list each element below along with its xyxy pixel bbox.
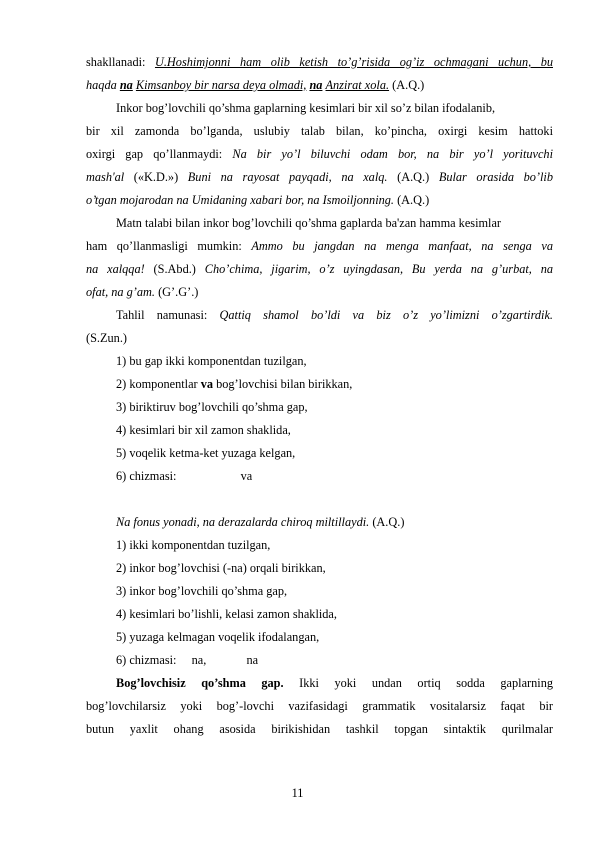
example-sentence: Buni na rayosat payqadi, na xalq. (187, 170, 388, 184)
list-item (116, 422, 553, 438)
source-reference: (G’.G’.) (158, 285, 199, 299)
section-term: Bog’lovchisiz qo’shma gap. (116, 676, 284, 690)
conjunction-highlight: na (309, 78, 323, 92)
list-item-text: 6) chizmasi: (116, 469, 177, 483)
text-line (86, 123, 553, 139)
schema-conjunction: va (240, 469, 253, 483)
text-line (86, 54, 553, 70)
example-sentence: na xalqqa! (86, 262, 145, 276)
text-line (86, 192, 553, 208)
example-sentence: Bular orasida bo’lib (438, 170, 553, 184)
list-item-text: 2) inkor bog’lovchisi (-na) orqali birikkan, (116, 561, 326, 575)
list-item-text: 1) ikki komponentdan tuzilgan, (116, 538, 271, 552)
text-line (116, 307, 553, 323)
text-line (116, 100, 553, 116)
text-span: butun yaxlit ohang asosida birikishidan tashkil topgan sintaktik qurilmalar (86, 722, 553, 736)
example-sentence: ofat, na g’am. (86, 285, 155, 299)
text-line (116, 675, 553, 691)
list-item (116, 445, 553, 461)
source-reference: (A.Q.) (397, 170, 430, 184)
example-sentence: Qattiq shamol bo’ldi va biz o’z yo’limizni o’zgartirdik. (219, 308, 553, 322)
list-item (116, 652, 553, 668)
text-line (86, 238, 553, 254)
example-sentence: Na bir yo’l biluvchi odam bor, na bir yo’l yorituvchi (232, 147, 553, 161)
page-number: 11 (291, 786, 304, 800)
text-line (86, 261, 553, 277)
example-sentence: Ammo bu jangdan na menga manfaat, na senga va (251, 239, 553, 253)
list-item-text: 5) yuzaga kelmagan voqelik ifodalangan, (116, 630, 320, 644)
example-sentence: U.Hoshimjonni ham olib ketish to’g’risida og’iz ochmagani uchun, bu (154, 55, 553, 69)
text-span: bir xil zamonda bo’lganda, uslubiy talab bilan, ko’pincha, oxirgi kesim hattoki (86, 124, 553, 138)
list-item (116, 353, 553, 369)
list-item (116, 376, 553, 392)
list-item (116, 399, 553, 415)
example-sentence: haqda (86, 78, 117, 92)
text-span: Inkor bog’lovchili qo’shma gaplarning kesimlari bir xil so’z bilan ifodalanib, (116, 101, 496, 115)
source-reference: («K.D.») (133, 170, 179, 184)
source-reference: (A.Q.) (392, 78, 425, 92)
text-line (86, 77, 553, 93)
text-line (116, 514, 553, 530)
list-item (116, 629, 553, 645)
list-item (116, 468, 553, 484)
list-item (116, 606, 553, 622)
list-item-text: 4) kesimlari bir xil zamon shaklida, (116, 423, 291, 437)
source-reference: (A.Q.) (372, 515, 405, 529)
text-span: oxirgi gap qo’llanmaydi: (86, 147, 223, 161)
list-item-text: 5) voqelik ketma-ket yuzaga kelgan, (116, 446, 296, 460)
source-reference: (S.Abd.) (153, 262, 196, 276)
list-item-text: 1) bu gap ikki komponentdan tuzilgan, (116, 354, 307, 368)
list-item-text: bog’lovchisi bilan birikkan, (213, 377, 353, 391)
list-item-text: 3) biriktiruv bog’lovchili qo’shma gap, (116, 400, 308, 414)
text-span: Ikki yoki undan ortiq sodda gaplarning (299, 676, 553, 690)
text-span: ham qo’llanmasligi mumkin: (86, 239, 242, 253)
text-line (86, 169, 553, 185)
list-item (116, 560, 553, 576)
source-reference: (S.Zun.) (86, 331, 127, 345)
list-item-text: 2) komponentlar (116, 377, 201, 391)
text-span: shakllanadi: (86, 55, 146, 69)
text-line (86, 721, 553, 737)
text-line (86, 146, 553, 162)
text-span: Tahlil namunasi: (116, 308, 208, 322)
example-sentence: o’tgan mojarodan na Umidaning xabari bor, na Ismoiljonning. (86, 193, 394, 207)
text-span: bog’lovchilarsiz yoki bog’-lovchi vazifasidagi grammatik vositalarsiz faqat bir (86, 699, 553, 713)
example-sentence: Na fonus yonadi, na derazalarda chiroq miltillaydi. (116, 515, 370, 529)
list-item-text: 4) kesimlari bo’lishli, kelasi zamon shaklida, (116, 607, 337, 621)
text-line (86, 698, 553, 714)
text-span: Matn talabi bilan inkor bog’lovchili qo’shma gaplarda ba'zan hamma kesimlar (116, 216, 502, 230)
schema-conjunction: na, (191, 653, 207, 667)
source-reference: (A.Q.) (397, 193, 430, 207)
list-item-text: 6) chizmasi: (116, 653, 177, 667)
text-line (116, 215, 553, 231)
text-line (86, 330, 553, 346)
list-item (116, 537, 553, 553)
example-sentence: Anzirat xola. (325, 78, 390, 92)
example-sentence: Kimsanboy bir narsa deya olmadi, (135, 78, 307, 92)
example-sentence: Cho’chima, jigarim, o’z uyingdasan, Bu yerda na g’urbat, na (204, 262, 553, 276)
conjunction-highlight: va (200, 377, 213, 391)
example-sentence: mash'al (86, 170, 125, 184)
list-item (116, 583, 553, 599)
schema-conjunction: na (246, 653, 259, 667)
text-line (86, 284, 553, 300)
list-item-text: 3) inkor bog’lovchili qo’shma gap, (116, 584, 288, 598)
conjunction-highlight: na (119, 78, 133, 92)
